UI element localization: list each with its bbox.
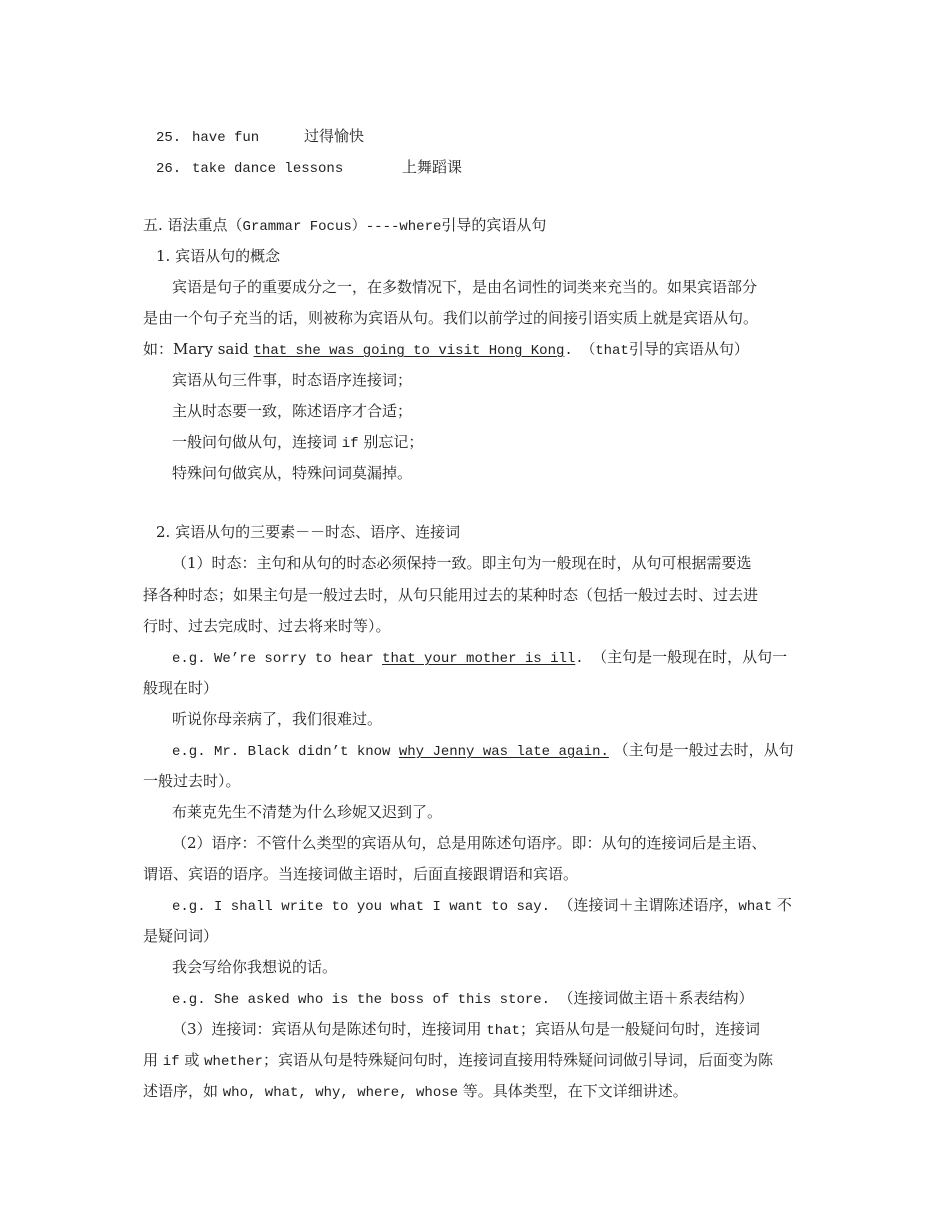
heading-part: 引导的宾语从句	[441, 216, 547, 234]
paragraph-line: 谓语、宾语的语序。当连接词做主语时，后面直接跟谓语和宾语。	[143, 865, 579, 883]
paragraph-line: 择各种时态；如果主句是一般过去时，从句只能用过去的某种时态（包括一般过去时、过去进	[143, 586, 759, 604]
paragraph-text: （3）连接词：宾语从句是陈述句时，连接词用	[172, 1020, 487, 1038]
subsection-title: 1. 宾语从句的概念	[156, 247, 281, 265]
rhyme-text: 别忘记；	[358, 433, 424, 451]
rhyme-line: 特殊问句做宾从，特殊问词莫漏掉。	[172, 464, 413, 482]
heading-part: Grammar Focus）----where	[242, 219, 442, 235]
paragraph-line	[143, 1081, 688, 1103]
paragraph-text: if	[162, 1054, 180, 1070]
paragraph-line	[143, 1050, 773, 1072]
paragraph-text: that	[486, 1023, 520, 1039]
paragraph-line: （1）时态：主句和从句的时态必须保持一致。即主句为一般现在时，从句可根据需要选	[172, 554, 752, 572]
paragraph-text: 用	[143, 1051, 163, 1069]
underlined-clause: that she was going to visit Hong Kong	[253, 343, 565, 359]
vocab-english: take dance lessons	[192, 161, 344, 177]
example-text: （连接词＋主谓陈述语序，	[558, 896, 739, 914]
example-text: 不	[772, 896, 792, 914]
paragraph-text: 或	[179, 1051, 205, 1069]
rhyme-text: 一般问句做从句，连接词	[172, 433, 342, 451]
paragraph-line: 是由一个句子充当的话，则被称为宾语从句。我们以前学过的间接引语实质上就是宾语从句。	[143, 309, 759, 327]
underlined-clause: that your mother is ill	[382, 651, 576, 667]
rhyme-line: 宾语从句三件事，时态语序连接词；	[172, 371, 413, 389]
heading-part: 五. 语法重点（	[143, 216, 243, 234]
rhyme-line	[172, 432, 423, 454]
example-text: （主句是一般现在时，从句一	[592, 648, 788, 666]
translation-line: 听说你母亲病了，我们很难过。	[172, 710, 383, 728]
example-text: 如：Mary said	[143, 340, 254, 358]
translation-line: 布莱克先生不清楚为什么珍妮又迟到了。	[172, 803, 443, 821]
example-text: e.g. She asked who is the boss of this store.	[172, 992, 559, 1008]
paragraph-line: 是疑问词）	[143, 927, 219, 945]
paragraph-text: ；宾语从句是特殊疑问句时，连接词直接用特殊疑问词做引导词，后面变为陈	[262, 1051, 773, 1069]
subsection-title: 2. 宾语从句的三要素－－时态、语序、连接词	[156, 523, 461, 541]
paragraph-text: whether	[204, 1054, 263, 1070]
example-line	[143, 339, 749, 361]
example-text: e.g. I shall write to you what I want to say.	[172, 899, 559, 915]
vocab-chinese: 上舞蹈课	[402, 158, 463, 176]
paragraph-line: 行时、过去完成时、过去将来时等）。	[143, 617, 391, 635]
vocab-number: 25.	[156, 130, 182, 146]
example-text: 引导的宾语从句）	[628, 340, 749, 358]
example-line	[172, 647, 787, 669]
paragraph-line: （2）语序：不管什么类型的宾语从句，总是用陈述句语序。即：从句的连接词后是主语、	[172, 834, 767, 852]
paragraph-text: who, what, why, where, whose	[222, 1085, 459, 1101]
example-text: e.g. Mr. Black didn’t know	[172, 744, 399, 760]
example-line	[172, 740, 794, 762]
paragraph-line	[172, 1019, 760, 1041]
paragraph-text: 述语序，如	[143, 1082, 223, 1100]
rhyme-line: 主从时态要一致，陈述语序才合适；	[172, 402, 413, 420]
example-text: e.g. We’re sorry to hear	[172, 651, 383, 667]
paragraph-text: 等。具体类型，在下文详细讲述。	[458, 1082, 688, 1100]
example-line	[172, 988, 753, 1010]
section-heading	[143, 215, 546, 237]
paragraph-line: 一般过去时）。	[143, 772, 241, 790]
example-line	[172, 895, 792, 917]
vocab-item-25	[156, 126, 365, 148]
example-text: （连接词做主语＋系表结构）	[558, 989, 754, 1007]
underlined-clause: why Jenny was late again.	[398, 744, 609, 760]
example-text: what	[738, 899, 773, 915]
example-text: . （that	[564, 343, 629, 359]
example-text: .	[575, 651, 593, 667]
example-text: （主句是一般过去时，从句	[608, 741, 794, 759]
vocab-chinese: 过得愉快	[304, 127, 365, 145]
rhyme-text: if	[341, 436, 359, 452]
vocab-english: have fun	[192, 130, 260, 146]
paragraph-line: 般现在时）	[143, 679, 219, 697]
paragraph-text: ；宾语从句是一般疑问句时，连接词	[519, 1020, 760, 1038]
paragraph-line: 宾语是句子的重要成分之一，在多数情况下，是由名词性的词类来充当的。如果宾语部分	[172, 278, 758, 296]
vocab-item-26	[156, 157, 463, 179]
translation-line: 我会写给你我想说的话。	[172, 958, 338, 976]
vocab-number: 26.	[156, 161, 182, 177]
